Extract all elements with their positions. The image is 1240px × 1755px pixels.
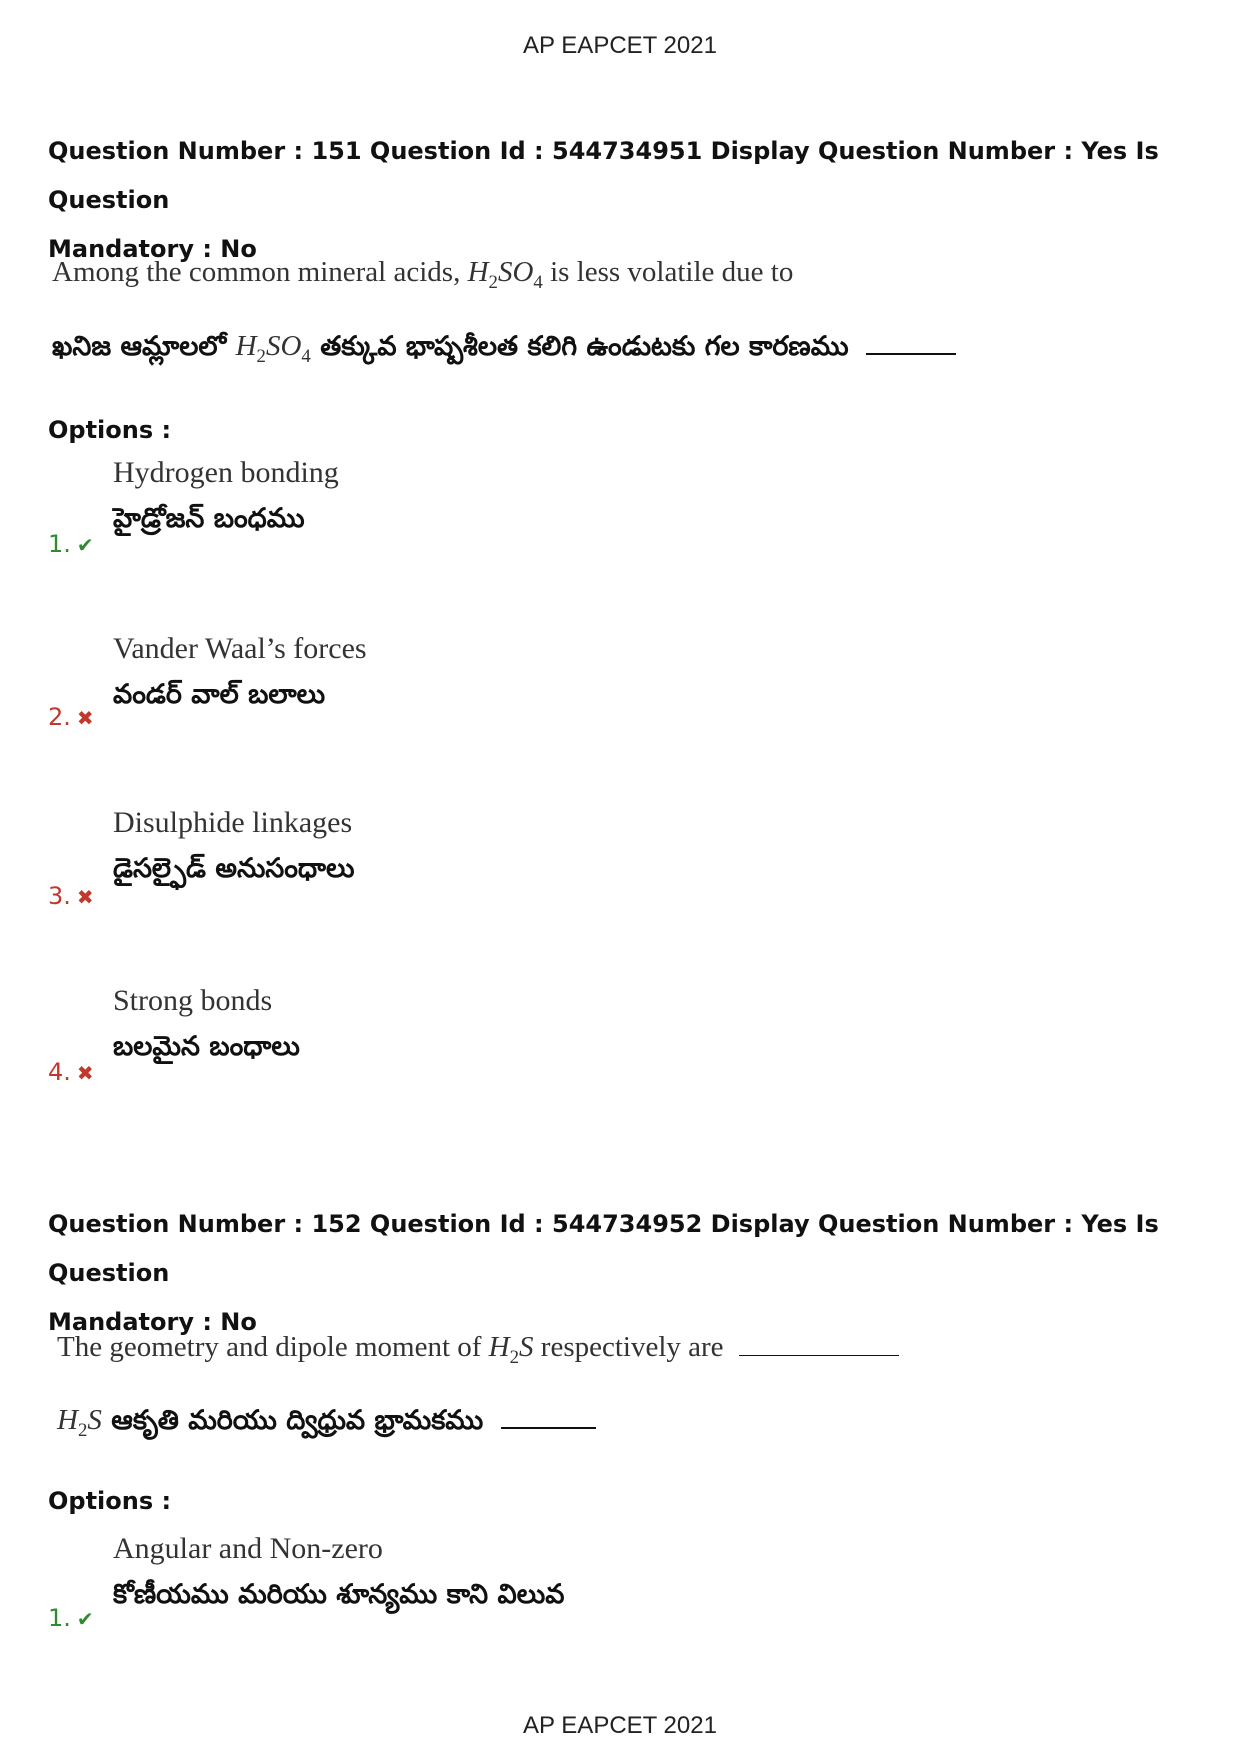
question-152-telugu: $H_2S$ ఆకృతి మరియు ద్విధ్రువ భ్రామకము: [57, 1404, 596, 1443]
option-4-number: 4. ✖: [48, 1058, 94, 1086]
question-151-meta: [48, 127, 1208, 274]
option-2-telugu: వండర్ వాల్ బలాలు: [113, 679, 326, 710]
option-1-english: Hydrogen bonding: [113, 456, 339, 489]
option-4-english: Strong bonds: [113, 984, 273, 1017]
option-1-number: 1. ✔: [48, 1604, 94, 1632]
formula-h2s: $H_2S$: [57, 1404, 102, 1441]
question-meta-line: Mandatory : No: [48, 1308, 257, 1336]
formula-h2s: $H_2S$: [488, 1331, 534, 1368]
option-1-english: Angular and Non-zero: [113, 1532, 383, 1565]
cross-icon: ✖: [76, 706, 94, 730]
question-meta-line: Mandatory : No: [48, 235, 257, 263]
cross-icon: ✖: [76, 1061, 94, 1085]
cross-icon: ✖: [76, 885, 94, 909]
check-icon: ✔: [76, 533, 94, 557]
option-4-telugu: బలమైన బంధాలు: [113, 1031, 300, 1062]
option-1-telugu: హైడ్రోజన్ బంధము: [113, 503, 305, 534]
question-meta-line: Question Number : 151 Question Id : 544734951 Display Question Number : Yes Is Question: [48, 137, 1159, 214]
formula-h2so4: $H_2SO_4$: [467, 256, 543, 293]
option-1-number: 1. ✔: [48, 530, 94, 558]
options-label: Options :: [48, 1487, 172, 1515]
option-2-english: Vander Waal’s forces: [113, 632, 367, 665]
options-label: Options :: [48, 416, 172, 444]
option-1-telugu: కోణీయము మరియు శూన్యము కాని విలువ: [113, 1579, 565, 1610]
question-152-english: The geometry and dipole moment of $H_2S$ respectively are: [57, 1331, 899, 1369]
option-3-english: Disulphide linkages: [113, 806, 353, 839]
answer-blank: [866, 353, 956, 355]
option-3-telugu: డైసల్ఫైడ్ అనుసంధాలు: [113, 853, 355, 884]
question-152-meta: [48, 1200, 1208, 1347]
question-151-telugu: ఖనిజ ఆమ్లాలలో $H_2SO_4$ తక్కువ భాష్పశీలత కలిగి ఉండుటకు గల కారణము: [52, 330, 956, 369]
answer-blank: [501, 1427, 596, 1429]
formula-h2so4: $H_2SO_4$: [235, 330, 311, 367]
check-icon: ✔: [76, 1607, 94, 1631]
option-2-number: 2. ✖: [48, 703, 94, 731]
option-3-number: 3. ✖: [48, 882, 94, 910]
question-meta-line: Question Number : 152 Question Id : 544734952 Display Question Number : Yes Is Question: [48, 1210, 1159, 1287]
question-151-english: Among the common mineral acids, $H_2SO_4$ is less volatile due to: [52, 256, 794, 293]
page-header: AP EAPCET 2021: [523, 32, 717, 59]
answer-blank: [739, 1355, 899, 1356]
page-footer: AP EAPCET 2021: [523, 1712, 717, 1739]
